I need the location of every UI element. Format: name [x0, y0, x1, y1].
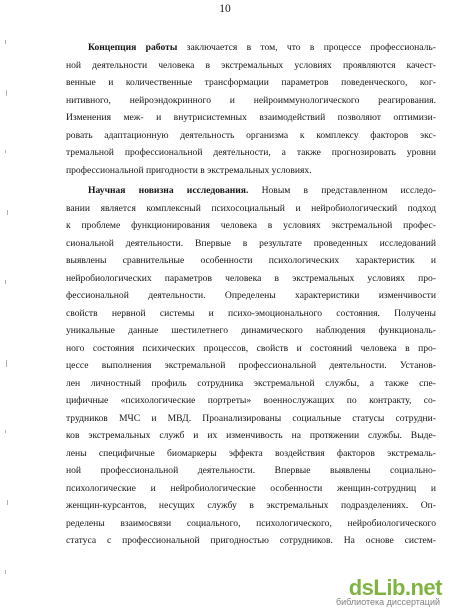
text-line: Изменения меж- и внутрисистемных взаимодействий позволяют оптимизи- — [66, 112, 436, 123]
text-line: уникальные данные шестилетнего динамического наблюдения функциональ- — [66, 325, 436, 336]
paragraph-first-line — [66, 182, 436, 200]
text-line: сиональной деятельности. Впервые в результате проведенных исследований — [66, 237, 436, 249]
scan-margin-marks — [2, 30, 12, 600]
text-line: трудников МЧС и МВД. Проанализированы социальные статусы сотрудни- — [66, 412, 436, 424]
text-line: к проблеме функционирования человека в условиях экстремальной профес- — [66, 220, 436, 231]
paragraph-first-line-text: Новым в представленном исследо- — [261, 185, 436, 196]
page-number: 10 — [219, 3, 231, 15]
text-line: профессиональной пригодности в экстремальных условиях. — [66, 164, 312, 176]
watermark-brand: dsLib.net — [348, 575, 442, 600]
paragraph-lead-heading: Научная новизна исследования. — [88, 185, 249, 196]
text-line: ной профессиональной деятельности. Впервые выявлены социально- — [66, 465, 436, 476]
text-line: выявлены сравнительные особенности психологических характеристик и — [66, 255, 436, 266]
text-line: лены специфичные биомаркеры эффекта воздействия факторов экстремаль- — [66, 447, 436, 459]
paragraph-first-line-text: заключается в том, что в процессе профессиональ- — [186, 42, 436, 53]
text-line: статуса с профессиональной пригодностью сотрудников. На основе систем- — [66, 535, 436, 546]
text-line: тремальной профессиональной деятельности, а также прогнозировать уровни — [66, 147, 436, 158]
text-line: венные и количественные трансформации параметров поведенческого, ког- — [66, 77, 436, 88]
text-line: цессе выполнения экстремальной профессиональной деятельности. Установ- — [66, 360, 436, 371]
text-line: ков экстремальных служб и их изменчивость на протяжении службы. Выде- — [66, 430, 436, 441]
text-line: ной деятельности человека в экстремальных условиях проявляются качест- — [66, 59, 436, 71]
paragraph-first-line — [66, 39, 436, 57]
text-line: женщин-курсантов, несущих службу в экстремальных подразделениях. Оп- — [66, 500, 436, 511]
text-line: свойств нервной системы и психо-эмоционального состояния. Получены — [66, 307, 436, 319]
text-line: психологические и нейробиологические особенности женщин-сотрудниц и — [66, 482, 436, 494]
text-line: нейробиологических параметров человека в экстремальных условиях про- — [66, 272, 436, 284]
watermark-tagline: библиотека диссертаций — [335, 597, 440, 607]
text-line: ровать адаптационную деятельность организма к комплексу факторов экс- — [66, 129, 436, 141]
text-line: ределены взаимосвязи социального, психологического, нейробиологического — [66, 517, 436, 529]
paragraph-concept — [66, 39, 436, 179]
text-line: фессиональной деятельности. Определены характеристики изменчивости — [66, 290, 436, 301]
text-line: цифичные «психологические портреты» военнослужащих по контракту, со- — [66, 395, 436, 406]
text-line: нитивного, нейроэндокринного и нейроиммунологического реагирования. — [66, 94, 436, 106]
paragraph-lead-heading: Концепция работы — [88, 42, 178, 53]
text-line: лен личностный профиль сотрудника экстремальной службы, а также спе- — [66, 377, 436, 389]
watermark — [322, 577, 442, 607]
text-line: вании является комплексный психосоциальный и нейробиологический подход — [66, 202, 436, 214]
text-line: ного состояния психических процессов, свойств и состояний человека в про- — [66, 342, 436, 354]
paragraph-novelty — [66, 182, 436, 550]
